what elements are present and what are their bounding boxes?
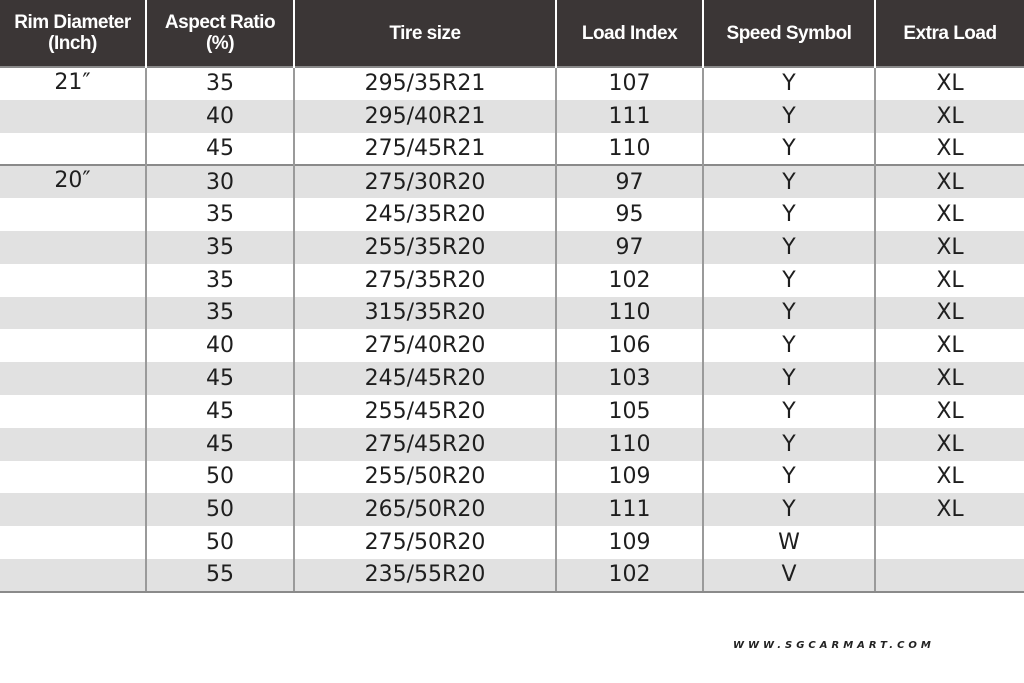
table-row — [0, 461, 1024, 494]
cell-aspect-ratio: 55 — [146, 559, 294, 592]
cell-aspect-ratio: 35 — [146, 67, 294, 100]
table-row — [0, 100, 1024, 133]
cell-load-index: 110 — [556, 133, 703, 166]
cell-load-index: 107 — [556, 67, 703, 100]
cell-speed-symbol: Y — [703, 67, 875, 100]
cell-aspect-ratio: 40 — [146, 100, 294, 133]
cell-extra-load: XL — [875, 100, 1024, 133]
table-row — [0, 67, 1024, 100]
cell-extra-load: XL — [875, 362, 1024, 395]
cell-load-index: 95 — [556, 198, 703, 231]
cell-speed-symbol: Y — [703, 362, 875, 395]
cell-load-index: 109 — [556, 526, 703, 559]
cell-extra-load: XL — [875, 329, 1024, 362]
cell-load-index: 102 — [556, 559, 703, 592]
table-row — [0, 428, 1024, 461]
cell-tire-size: 275/40R20 — [294, 329, 556, 362]
cell-tire-size: 255/45R20 — [294, 395, 556, 428]
cell-speed-symbol: Y — [703, 428, 875, 461]
cell-rim-diameter — [0, 231, 146, 264]
cell-aspect-ratio: 45 — [146, 395, 294, 428]
header-aspect-line1: Aspect Ratio — [164, 12, 276, 33]
cell-rim-diameter — [0, 100, 146, 133]
cell-extra-load — [875, 559, 1024, 592]
table-row — [0, 264, 1024, 297]
header-rim-diameter — [0, 0, 146, 67]
table-row — [0, 329, 1024, 362]
table-row — [0, 559, 1024, 592]
cell-tire-size: 255/35R20 — [294, 231, 556, 264]
cell-tire-size: 295/40R21 — [294, 100, 556, 133]
cell-load-index: 102 — [556, 264, 703, 297]
cell-tire-size: 275/50R20 — [294, 526, 556, 559]
table-row — [0, 198, 1024, 231]
cell-extra-load: XL — [875, 133, 1024, 166]
cell-speed-symbol: Y — [703, 165, 875, 198]
cell-load-index: 111 — [556, 493, 703, 526]
cell-rim-diameter — [0, 297, 146, 330]
cell-aspect-ratio: 45 — [146, 362, 294, 395]
table-row — [0, 231, 1024, 264]
table-row — [0, 133, 1024, 166]
header-extra-load: Extra Load — [875, 0, 1024, 67]
table-row — [0, 526, 1024, 559]
cell-load-index: 97 — [556, 231, 703, 264]
header-aspect-ratio — [146, 0, 294, 67]
cell-aspect-ratio: 50 — [146, 461, 294, 494]
cell-speed-symbol: Y — [703, 461, 875, 494]
website-watermark: WWW.SGCARMART.COM — [733, 640, 935, 651]
cell-extra-load: XL — [875, 264, 1024, 297]
cell-rim-diameter — [0, 198, 146, 231]
cell-aspect-ratio: 45 — [146, 133, 294, 166]
cell-load-index: 106 — [556, 329, 703, 362]
table-body — [0, 67, 1024, 592]
cell-tire-size: 275/35R20 — [294, 264, 556, 297]
cell-aspect-ratio: 35 — [146, 297, 294, 330]
cell-rim-diameter — [0, 395, 146, 428]
cell-aspect-ratio: 35 — [146, 231, 294, 264]
cell-aspect-ratio: 35 — [146, 198, 294, 231]
table-row — [0, 362, 1024, 395]
cell-aspect-ratio: 40 — [146, 329, 294, 362]
cell-load-index: 97 — [556, 165, 703, 198]
cell-load-index: 109 — [556, 461, 703, 494]
cell-speed-symbol: Y — [703, 264, 875, 297]
cell-rim-diameter: 20″ — [0, 165, 146, 198]
cell-load-index: 105 — [556, 395, 703, 428]
cell-tire-size: 265/50R20 — [294, 493, 556, 526]
cell-extra-load: XL — [875, 297, 1024, 330]
cell-extra-load: XL — [875, 198, 1024, 231]
header-load-index: Load Index — [556, 0, 703, 67]
cell-speed-symbol: Y — [703, 329, 875, 362]
header-tire-size: Tire size — [294, 0, 556, 67]
cell-rim-diameter — [0, 329, 146, 362]
cell-extra-load: XL — [875, 231, 1024, 264]
cell-speed-symbol: Y — [703, 297, 875, 330]
header-speed-symbol: Speed Symbol — [703, 0, 875, 67]
cell-rim-diameter — [0, 526, 146, 559]
cell-rim-diameter — [0, 559, 146, 592]
cell-speed-symbol: Y — [703, 231, 875, 264]
cell-load-index: 111 — [556, 100, 703, 133]
cell-aspect-ratio: 45 — [146, 428, 294, 461]
cell-speed-symbol: W — [703, 526, 875, 559]
cell-extra-load: XL — [875, 395, 1024, 428]
cell-extra-load: XL — [875, 165, 1024, 198]
header-rim-line2: (Inch) — [48, 33, 97, 54]
cell-load-index: 110 — [556, 297, 703, 330]
cell-extra-load: XL — [875, 461, 1024, 494]
cell-tire-size: 275/45R20 — [294, 428, 556, 461]
cell-speed-symbol: Y — [703, 395, 875, 428]
cell-tire-size: 245/45R20 — [294, 362, 556, 395]
cell-tire-size: 275/45R21 — [294, 133, 556, 166]
cell-tire-size: 255/50R20 — [294, 461, 556, 494]
cell-speed-symbol: Y — [703, 493, 875, 526]
table-row — [0, 493, 1024, 526]
cell-extra-load: XL — [875, 428, 1024, 461]
cell-load-index: 103 — [556, 362, 703, 395]
cell-tire-size: 315/35R20 — [294, 297, 556, 330]
header-aspect-line2: (%) — [205, 33, 235, 54]
cell-aspect-ratio: 30 — [146, 165, 294, 198]
cell-aspect-ratio: 50 — [146, 526, 294, 559]
cell-speed-symbol: V — [703, 559, 875, 592]
header-row — [0, 0, 1024, 67]
cell-aspect-ratio: 35 — [146, 264, 294, 297]
cell-rim-diameter — [0, 461, 146, 494]
header-rim-line1: Rim Diameter — [14, 12, 131, 33]
table-row — [0, 165, 1024, 198]
cell-rim-diameter — [0, 428, 146, 461]
cell-aspect-ratio: 50 — [146, 493, 294, 526]
cell-rim-diameter: 21″ — [0, 67, 146, 100]
cell-rim-diameter — [0, 493, 146, 526]
cell-tire-size: 245/35R20 — [294, 198, 556, 231]
cell-tire-size: 235/55R20 — [294, 559, 556, 592]
cell-extra-load: XL — [875, 67, 1024, 100]
cell-rim-diameter — [0, 264, 146, 297]
cell-tire-size: 275/30R20 — [294, 165, 556, 198]
cell-speed-symbol: Y — [703, 133, 875, 166]
cell-rim-diameter — [0, 133, 146, 166]
cell-speed-symbol: Y — [703, 198, 875, 231]
cell-extra-load — [875, 526, 1024, 559]
table-row — [0, 297, 1024, 330]
cell-extra-load: XL — [875, 493, 1024, 526]
cell-tire-size: 295/35R21 — [294, 67, 556, 100]
cell-rim-diameter — [0, 362, 146, 395]
table-row — [0, 395, 1024, 428]
cell-load-index: 110 — [556, 428, 703, 461]
cell-speed-symbol: Y — [703, 100, 875, 133]
